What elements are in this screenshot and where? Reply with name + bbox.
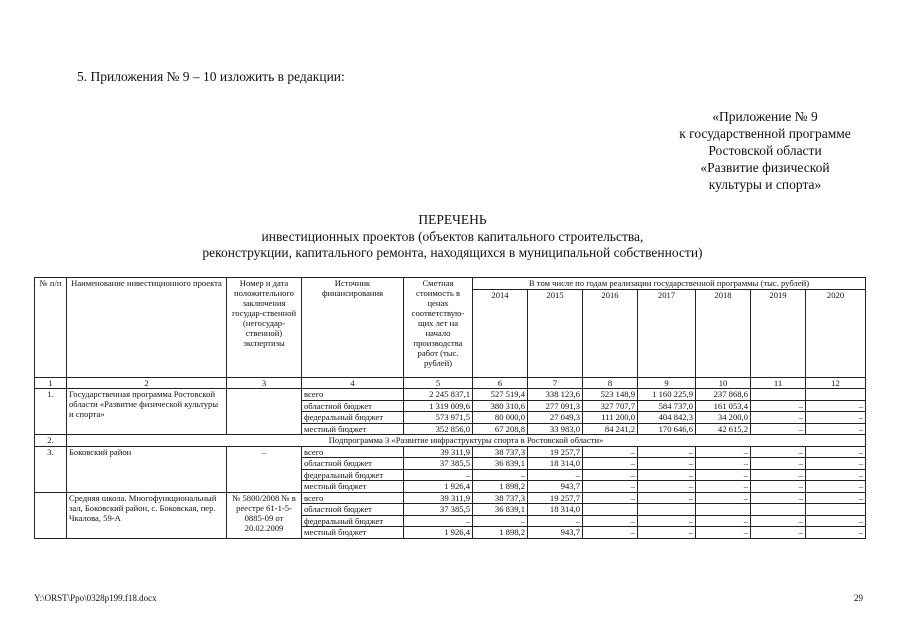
project-name: Боковский район (67, 446, 227, 492)
appendix-line: культуры и спорта» (708, 177, 822, 192)
funding-source: федеральный бюджет (302, 469, 404, 481)
subprogram-row (35, 435, 866, 447)
year-value: 111 200,0 (583, 412, 638, 424)
year-value: 42 615,2 (696, 423, 751, 435)
header-year: 2019 (751, 290, 806, 378)
year-value: – (583, 469, 638, 481)
year-value: – (751, 481, 806, 493)
year-value: – (528, 515, 583, 527)
estimated-cost: 37 385,5 (404, 504, 473, 516)
column-number: 10 (696, 378, 751, 389)
heading-title: ПЕРЕЧЕНЬ (418, 212, 487, 227)
funding-source: областной бюджет (302, 504, 404, 516)
column-number: 7 (528, 378, 583, 389)
year-value: 1 160 225,9 (638, 389, 696, 401)
estimated-cost: – (404, 515, 473, 527)
year-value (638, 504, 696, 516)
year-value (583, 504, 638, 516)
header-expertise: Номер и дата положительного заключения государ-ственной (негосудар-ственной) экспертизы (227, 278, 302, 378)
header-years-title: В том числе по годам реализации государственной программы (тыс. рублей) (473, 278, 866, 290)
year-value: – (751, 412, 806, 424)
year-value: 237 868,6 (696, 389, 751, 401)
header-year: 2016 (583, 290, 638, 378)
intro-paragraph: 5. Приложения № 9 – 10 изложить в редакции: (77, 69, 345, 84)
year-value: – (751, 446, 806, 458)
column-number: 1 (35, 378, 67, 389)
appendix-line: к государственной программе (679, 126, 851, 141)
year-value: 19 257,7 (528, 446, 583, 458)
estimated-cost: 2 245 837,1 (404, 389, 473, 401)
subprogram-title: Подпрограмма 3 «Развитие инфраструктуры спорта в Ростовской области» (67, 435, 866, 447)
year-value: – (806, 492, 866, 504)
year-value (751, 504, 806, 516)
year-value: – (638, 469, 696, 481)
funding-source: местный бюджет (302, 527, 404, 539)
year-value: – (583, 481, 638, 493)
funding-source: всего (302, 492, 404, 504)
year-value: – (696, 492, 751, 504)
year-value: 27 049,3 (528, 412, 583, 424)
year-value: – (806, 400, 866, 412)
year-value: 33 983,0 (528, 423, 583, 435)
year-value: 36 839,1 (473, 458, 528, 470)
header-year: 2015 (528, 290, 583, 378)
column-number-row (35, 378, 866, 389)
header-year: 2017 (638, 290, 696, 378)
header-year: 2014 (473, 290, 528, 378)
year-value: – (806, 423, 866, 435)
row-number: 2. (35, 435, 67, 447)
funding-source: всего (302, 446, 404, 458)
footer-page-number: 29 (854, 593, 863, 603)
expertise-info (227, 389, 302, 435)
year-value: – (751, 492, 806, 504)
funding-source: местный бюджет (302, 481, 404, 493)
table-row (35, 389, 866, 401)
year-value: – (696, 527, 751, 539)
year-value: – (696, 481, 751, 493)
column-number: 9 (638, 378, 696, 389)
row-number: 1. (35, 389, 67, 435)
year-value: – (473, 469, 528, 481)
column-number: 6 (473, 378, 528, 389)
year-value: 36 839,1 (473, 504, 528, 516)
year-value: – (751, 423, 806, 435)
year-value: 1 898,2 (473, 481, 528, 493)
heading-line: реконструкции, капитального ремонта, находящихся в муниципальной собственности) (202, 245, 703, 260)
year-value: 19 257,7 (528, 492, 583, 504)
year-value: – (638, 492, 696, 504)
year-value: – (806, 527, 866, 539)
year-value: – (638, 458, 696, 470)
column-number: 4 (302, 378, 404, 389)
year-value: 338 123,6 (528, 389, 583, 401)
column-number: 3 (227, 378, 302, 389)
year-value: – (751, 458, 806, 470)
year-value: 67 208,8 (473, 423, 528, 435)
year-value: – (583, 446, 638, 458)
year-value (696, 504, 751, 516)
year-value: 161 053,4 (696, 400, 751, 412)
year-value: 527 519,4 (473, 389, 528, 401)
header-name: Наименование инвестиционного проекта (67, 278, 227, 378)
year-value: – (583, 527, 638, 539)
year-value: 80 000,0 (473, 412, 528, 424)
year-value: 404 842,3 (638, 412, 696, 424)
year-value: 943,7 (528, 527, 583, 539)
year-value: 277 091,3 (528, 400, 583, 412)
estimated-cost: 352 856,0 (404, 423, 473, 435)
heading-line: инвестиционных проектов (объектов капитального строительства, (261, 228, 644, 244)
year-value: – (473, 515, 528, 527)
year-value: – (638, 446, 696, 458)
funding-source: областной бюджет (302, 458, 404, 470)
appendix-line: «Развитие физической (700, 160, 830, 175)
year-value: – (638, 515, 696, 527)
year-value: 327 707,7 (583, 400, 638, 412)
appendix-line: Ростовской области (708, 143, 822, 158)
year-value: 18 314,0 (528, 458, 583, 470)
year-value: 584 737,0 (638, 400, 696, 412)
estimated-cost: 39 311,9 (404, 446, 473, 458)
funding-source: областной бюджет (302, 400, 404, 412)
project-name: Средняя школа. Многофункциональный зал, Боковский район, с. Боковская, пер. Чкалова, 59-А (67, 492, 227, 538)
year-value: – (751, 515, 806, 527)
year-value: 943,7 (528, 481, 583, 493)
year-value: 170 646,6 (638, 423, 696, 435)
year-value: – (696, 446, 751, 458)
year-value: – (751, 469, 806, 481)
year-value: – (638, 481, 696, 493)
year-value (751, 389, 806, 401)
table-row (35, 446, 866, 458)
column-number: 5 (404, 378, 473, 389)
year-value: 34 200,0 (696, 412, 751, 424)
estimated-cost: – (404, 469, 473, 481)
estimated-cost: 39 311,9 (404, 492, 473, 504)
investment-projects-table (34, 277, 866, 539)
year-value: 38 737,3 (473, 446, 528, 458)
year-value: – (806, 469, 866, 481)
document-heading (0, 212, 905, 262)
year-value: 18 314,0 (528, 504, 583, 516)
funding-source: федеральный бюджет (302, 412, 404, 424)
table-row (35, 492, 866, 504)
header-source: Источник финансирования (302, 278, 404, 378)
header-year: 2018 (696, 290, 751, 378)
year-value: 380 310,6 (473, 400, 528, 412)
estimated-cost: 1 926,4 (404, 527, 473, 539)
year-value: – (583, 515, 638, 527)
year-value: – (638, 527, 696, 539)
year-value: 84 241,2 (583, 423, 638, 435)
year-value: – (583, 458, 638, 470)
appendix-reference (660, 108, 870, 193)
funding-source: федеральный бюджет (302, 515, 404, 527)
year-value: – (806, 515, 866, 527)
project-name: Государственная программа Ростовской области «Развитие физической культуры и спорта» (67, 389, 227, 435)
year-value (806, 504, 866, 516)
year-value: – (696, 515, 751, 527)
expertise-info: № 5800/2008 № в реестре 61-1-5-0885-09 от 20.02.2009 (227, 492, 302, 538)
estimated-cost: 573 971,5 (404, 412, 473, 424)
funding-source: местный бюджет (302, 423, 404, 435)
row-number (35, 492, 67, 538)
estimated-cost: 37 385,5 (404, 458, 473, 470)
funding-source: всего (302, 389, 404, 401)
footer-file-path: Y:\ORST\Ppo\0328p199.f18.docx (34, 593, 157, 603)
estimated-cost: 1 926,4 (404, 481, 473, 493)
year-value: – (806, 412, 866, 424)
estimated-cost: 1 319 009,6 (404, 400, 473, 412)
year-value: – (751, 400, 806, 412)
year-value: – (751, 527, 806, 539)
year-value: – (806, 458, 866, 470)
header-cost: Сметная стоимость в ценах соответствую-щих лет на начало производства работ (тыс. рублей) (404, 278, 473, 378)
year-value: – (583, 492, 638, 504)
column-number: 11 (751, 378, 806, 389)
column-number: 2 (67, 378, 227, 389)
year-value: 523 148,9 (583, 389, 638, 401)
year-value: – (696, 458, 751, 470)
year-value: 1 898,2 (473, 527, 528, 539)
header-num: № п/п (35, 278, 67, 378)
year-value: – (806, 481, 866, 493)
expertise-info: – (227, 446, 302, 492)
year-value: – (806, 446, 866, 458)
header-year: 2020 (806, 290, 866, 378)
year-value (806, 389, 866, 401)
row-number: 3. (35, 446, 67, 492)
column-number: 8 (583, 378, 638, 389)
year-value: – (696, 469, 751, 481)
year-value: 38 737,3 (473, 492, 528, 504)
year-value: – (528, 469, 583, 481)
appendix-line: «Приложение № 9 (712, 109, 818, 124)
column-number: 12 (806, 378, 866, 389)
